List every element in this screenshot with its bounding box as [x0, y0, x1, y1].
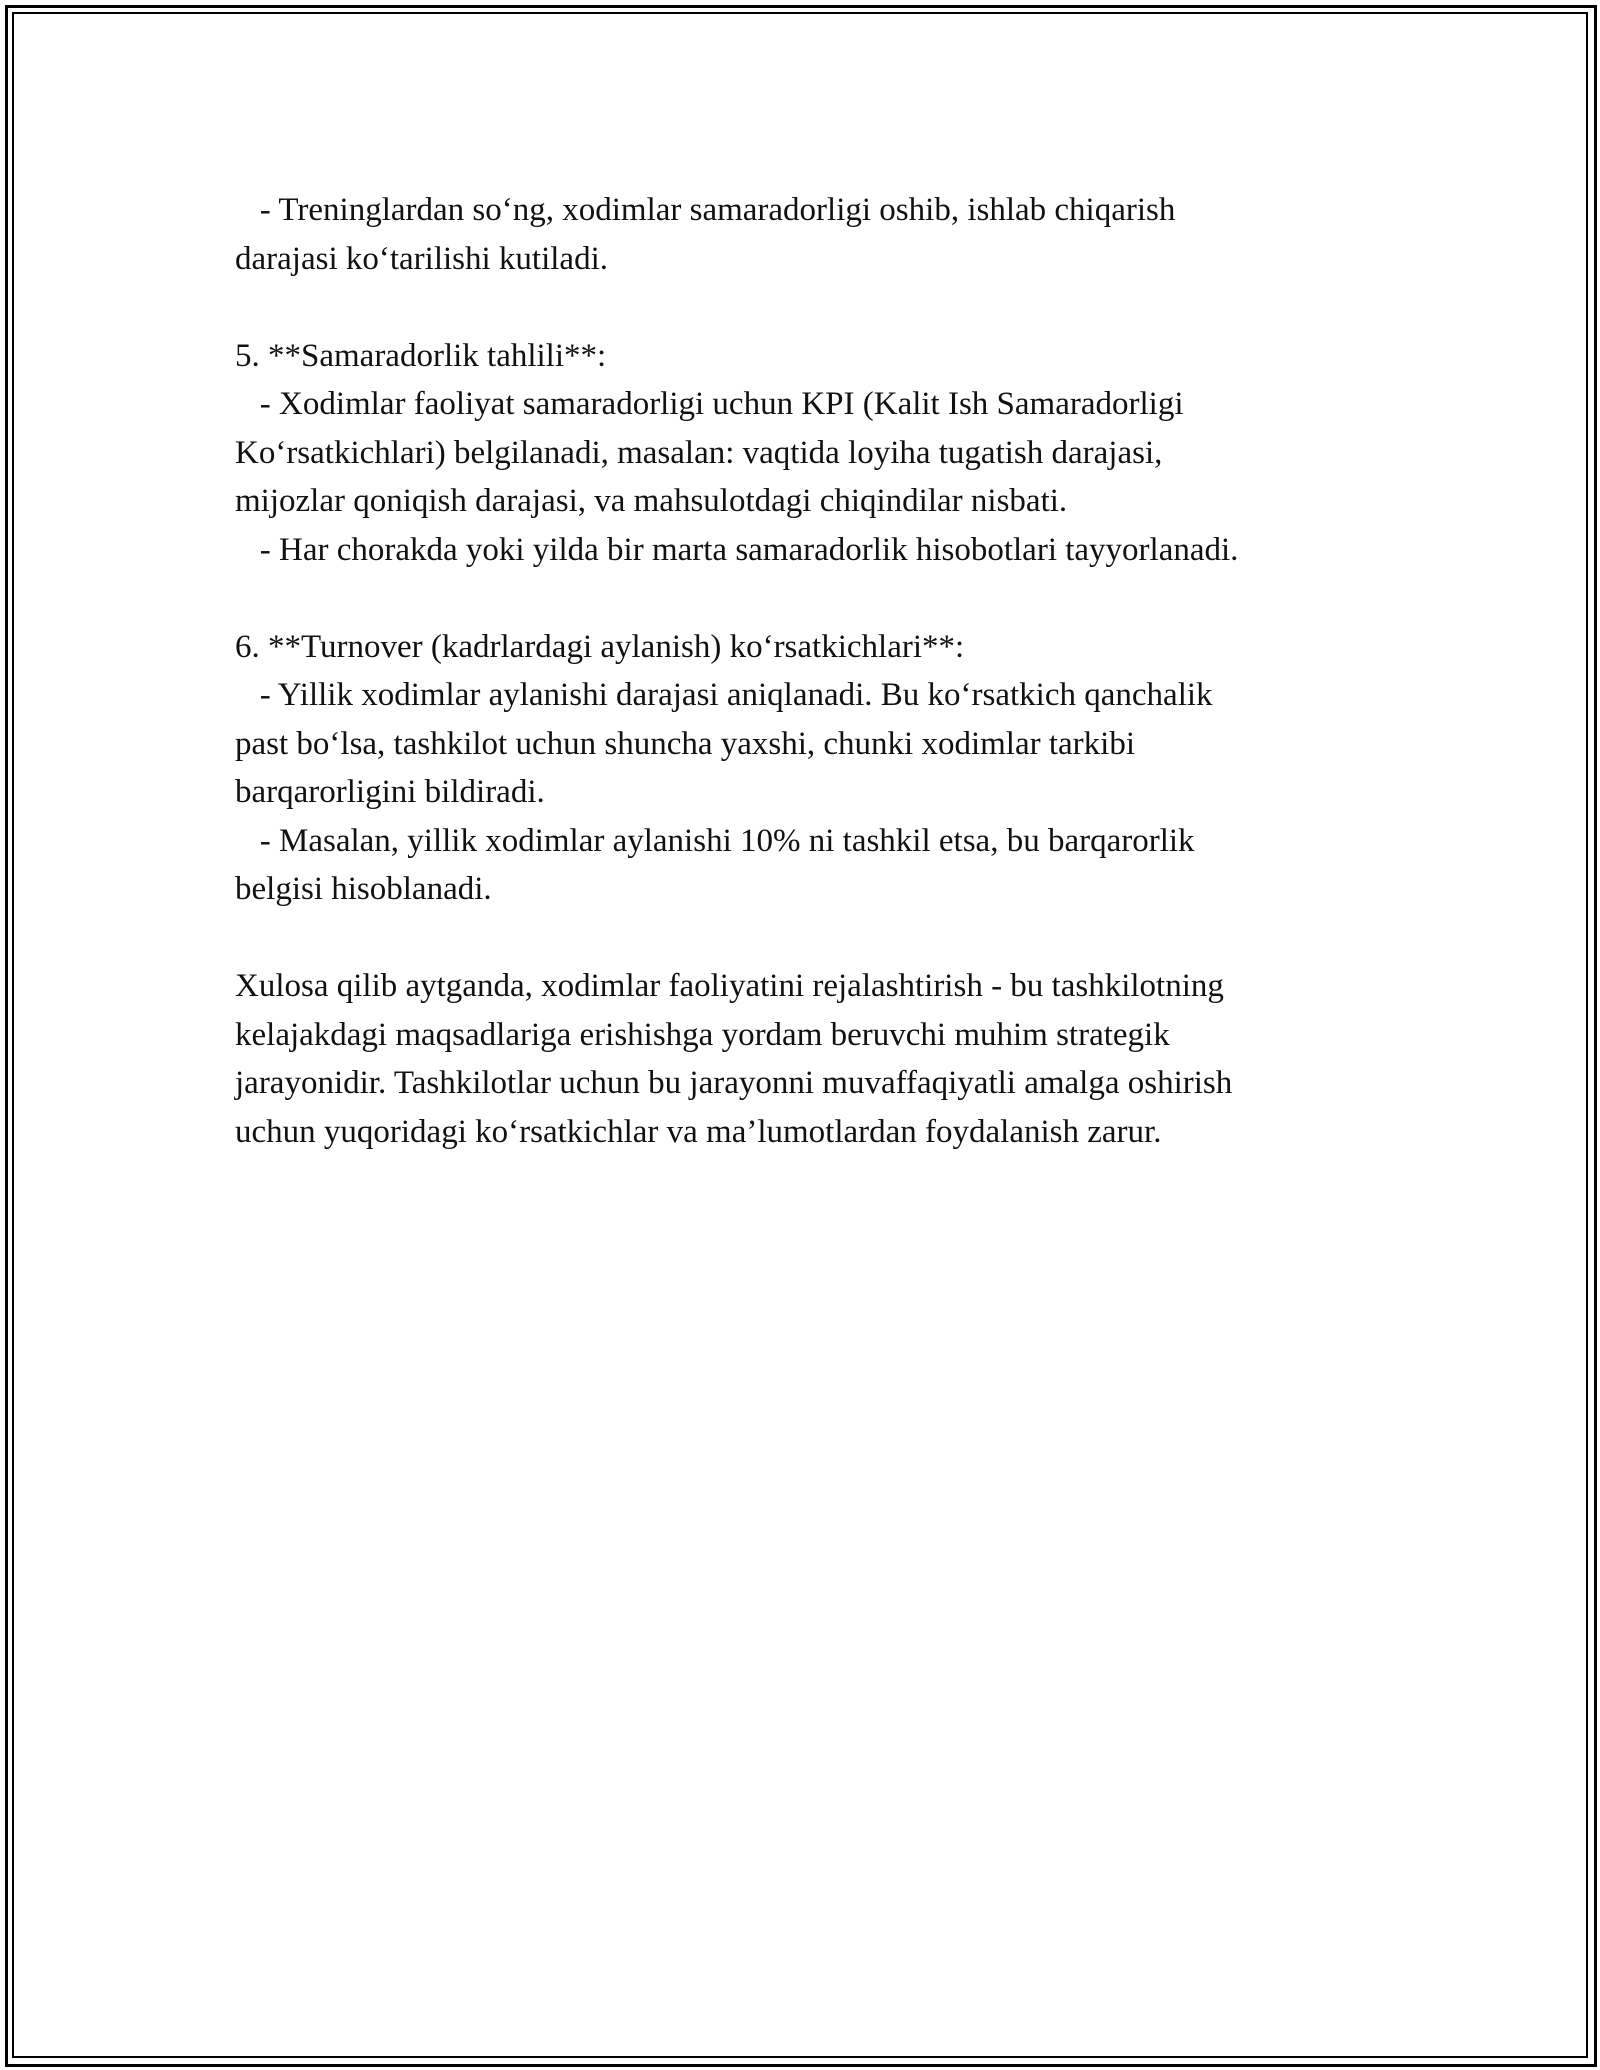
text-line: kelajakdagi maqsadlariga erishishga yordam beruvchi muhim strategik: [235, 1016, 1170, 1053]
text-line: - Masalan, yillik xodimlar aylanishi 10% ni tashkil etsa, bu barqarorlik: [235, 822, 1195, 859]
text-line: - Yillik xodimlar aylanishi darajasi aniqlanadi. Bu ko‘rsatkich qanchalik: [235, 677, 1213, 713]
section-heading: 6. **Turnover (kadrlardagi aylanish) ko‘rsatkichlari**:: [235, 628, 965, 665]
document-body: [235, 186, 1375, 1156]
text-line: Ko‘rsatkichlari) belgilanadi, masalan: vaqtida loyiha tugatish darajasi,: [235, 434, 1163, 471]
paragraph-conclusion: [235, 962, 1375, 1156]
text-line: Xulosa qilib aytganda, xodimlar faoliyatini rejalashtirish - bu tashkilotning: [235, 968, 1224, 1004]
section-heading: 5. **Samaradorlik tahlili**:: [235, 337, 607, 374]
paragraph-gap: [235, 574, 1375, 623]
text-line: - Har chorakda yoki yilda bir marta samaradorlik hisobotlari tayyorlanadi.: [235, 531, 1239, 568]
text-line: barqarorligini bildiradi.: [235, 774, 545, 810]
text-line: uchun yuqoridagi ko‘rsatkichlar va ma’lumotlardan foydalanish zarur.: [235, 1113, 1162, 1150]
section-turnover: [235, 623, 1375, 914]
paragraph-gap: [235, 283, 1375, 332]
text-line: mijozlar qoniqish darajasi, va mahsulotdagi chiqindilar nisbati.: [235, 483, 1068, 519]
paragraph-trainings: [235, 186, 1375, 283]
text-line: darajasi ko‘tarilishi kutiladi.: [235, 240, 608, 277]
text-line: - Treninglardan so‘ng, xodimlar samaradorligi oshib, ishlab chiqarish: [235, 192, 1176, 228]
text-line: jarayonidir. Tashkilotlar uchun bu jarayonni muvaffaqiyatli amalga oshirish: [235, 1065, 1233, 1101]
text-line: belgisi hisoblanadi.: [235, 871, 492, 907]
text-line: - Xodimlar faoliyat samaradorligi uchun KPI (Kalit Ish Samaradorligi: [235, 386, 1184, 422]
section-efficiency-analysis: [235, 332, 1375, 575]
text-line: past bo‘lsa, tashkilot uchun shuncha yaxshi, chunki xodimlar tarkibi: [235, 725, 1136, 762]
paragraph-gap: [235, 914, 1375, 963]
